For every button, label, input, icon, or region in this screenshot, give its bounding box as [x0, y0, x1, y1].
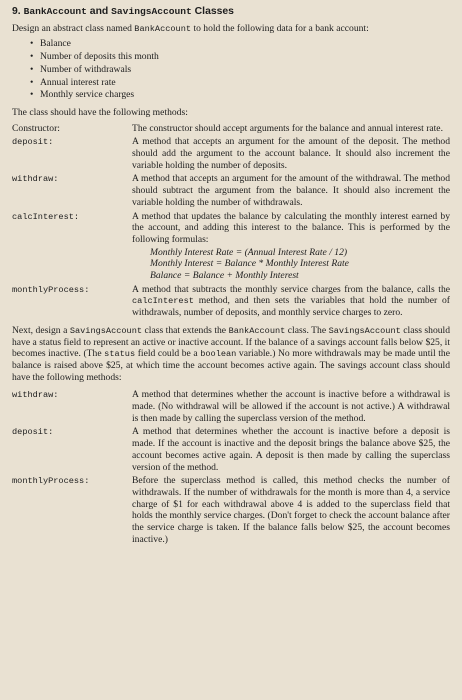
exercise-number: 9. — [12, 6, 21, 17]
intro-post: to hold the following data for a bank account: — [193, 22, 369, 34]
method-desc — [132, 211, 450, 282]
method-term: monthlyProcess: — [12, 476, 90, 487]
savings-account-paragraph — [12, 325, 450, 384]
title-classes-word: Classes — [194, 6, 234, 17]
calcinterest-desc-text: A method that updates the balance by calculating the monthly interest earned by the account, and adding this interest to the balance. This is performed by the following formulas: — [132, 210, 450, 245]
desc-code: calcInterest — [132, 296, 194, 307]
formula-line: Monthly Interest Rate = (Annual Interest Rate / 12) — [150, 246, 348, 258]
list-item: • Balance — [30, 38, 450, 50]
method-row-monthlyprocess — [12, 284, 450, 319]
method-desc: The constructor should accept arguments for the balance and annual interest rate. — [132, 122, 443, 134]
formula-line: Balance = Balance + Monthly Interest — [150, 270, 299, 282]
title-class-savingsaccount: SavingsAccount — [111, 6, 192, 17]
para-code: boolean — [200, 349, 237, 360]
interest-formulas — [150, 247, 450, 282]
method-row-withdraw — [12, 389, 450, 424]
para-text: class. The — [287, 324, 327, 336]
method-desc — [132, 284, 450, 319]
method-term: deposit: — [12, 137, 54, 148]
desc-text: A method that subtracts the monthly service charges from the balance, calls the — [132, 283, 450, 295]
method-row-monthlyprocess — [12, 475, 450, 545]
para-text: Next, design a — [12, 324, 68, 336]
title-class-bankaccount: BankAccount — [23, 6, 87, 17]
method-row-calcinterest — [12, 211, 450, 282]
para-text: field could be a — [137, 348, 198, 360]
exercise-title — [12, 6, 450, 19]
savingsaccount-methods — [12, 389, 450, 545]
method-term: withdraw: — [12, 390, 59, 401]
method-desc: A method that determines whether the account is inactive before a withdrawal is made. (No withdrawal will be allowed if the account is not active.) A withdrawal is then made by calling the superclass version of the method. — [132, 389, 450, 424]
list-item: • Monthly service charges — [30, 89, 450, 101]
data-fields-list — [30, 38, 450, 101]
method-term: withdraw: — [12, 174, 59, 185]
method-desc: A method that accepts an argument for the amount of the deposit. The method should add the argument to the account balance. It should also increment the variable holding the number of deposits. — [132, 136, 450, 171]
intro-paragraph — [12, 23, 450, 35]
desc-text: method, and then sets the variables that hold the number of withdrawals, number of deposits, and monthly service charges to zero. — [132, 295, 450, 319]
method-desc: Before the superclass method is called, this method checks the number of withdrawals. If the number of withdrawals for the month is more than 4, a service charge of $1 for each withdrawal above 4 is added to the superclass field that holds the monthly service charges. (Don't forget to check the account balance after the service charge is taken. If the balance falls below $25, the account becomes inactive.) — [132, 475, 450, 545]
para-text: class should have a status field to represent an active or inactive account. If the balance of a savings account falls below $25, it becomes inactive. (The — [12, 324, 451, 360]
method-term: Constructor: — [12, 122, 60, 134]
para-code: status — [104, 349, 136, 360]
intro-pre: Design an abstract class named — [12, 22, 132, 34]
method-desc: A method that determines whether the account is inactive before a deposit is made. If the account is inactive and the deposit brings the balance above $25, the account becomes active again. A deposit is then made by calling the superclass version of the method. — [132, 426, 450, 473]
method-term: calcInterest: — [12, 211, 80, 222]
title-and: and — [89, 6, 109, 17]
formula-line: Monthly Interest = Balance * Monthly Interest Rate — [150, 258, 349, 270]
list-item: • Number of deposits this month — [30, 51, 450, 63]
method-desc: A method that accepts an argument for the amount of the withdrawal. The method should subtract the argument from the balance. It should also increment the variable holding the number of withdrawals. — [132, 173, 450, 208]
method-row-deposit — [12, 136, 450, 171]
list-item: • Annual interest rate — [30, 77, 450, 89]
para-text: class that extends the — [144, 324, 227, 336]
para-code: BankAccount — [228, 325, 286, 336]
para-text: variable.) No more withdrawals may be made until the balance is raised above $25, at which time the account becomes active again. The savings account class should have the following methods: — [12, 348, 450, 383]
bankaccount-methods — [12, 123, 450, 319]
para-code: SavingsAccount — [69, 325, 143, 336]
method-term: monthlyProcess: — [12, 284, 90, 295]
para-code: SavingsAccount — [328, 325, 401, 336]
intro-code: BankAccount — [134, 23, 192, 34]
method-row-deposit — [12, 426, 450, 473]
method-term: deposit: — [12, 427, 54, 438]
list-item: • Number of withdrawals — [30, 64, 450, 76]
methods-intro: The class should have the following methods: — [12, 106, 188, 118]
method-row-withdraw — [12, 173, 450, 208]
method-row-constructor — [12, 123, 450, 135]
